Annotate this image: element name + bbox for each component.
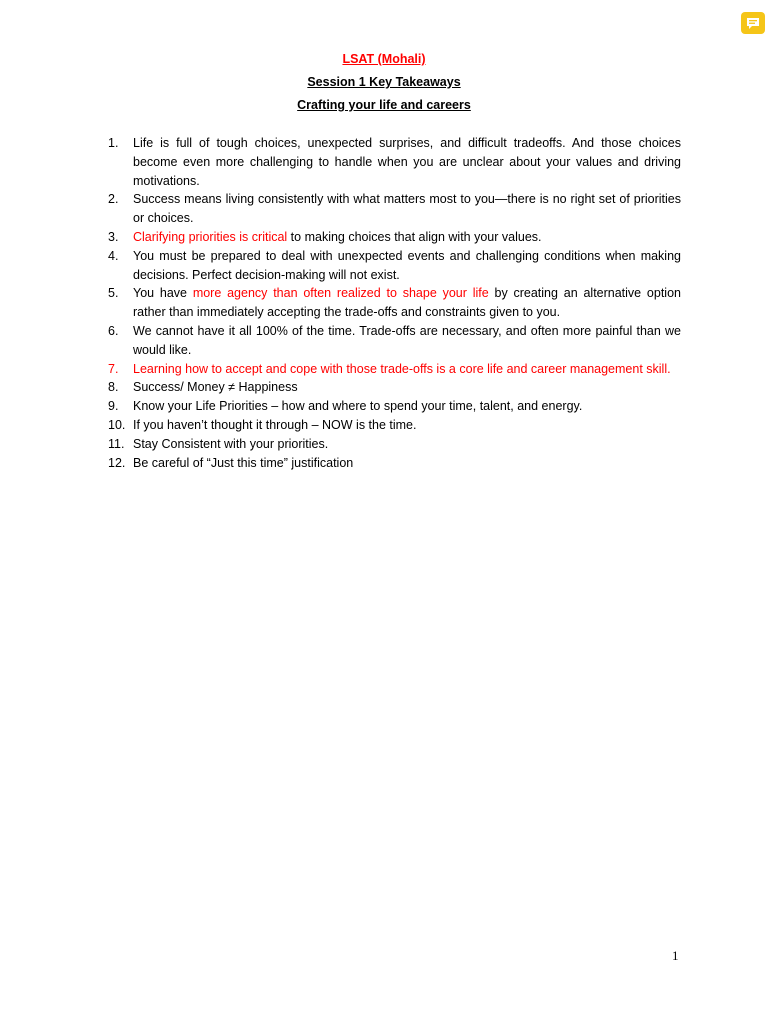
- list-item: [108, 435, 681, 454]
- list-item-number: 8.: [108, 380, 119, 395]
- list-item: [108, 360, 681, 379]
- list-item: [108, 454, 681, 473]
- list-item: [108, 190, 681, 228]
- list-item-number: 5.: [108, 286, 119, 301]
- list-item: [108, 228, 681, 247]
- list-item-number: 6.: [108, 323, 119, 338]
- list-item: [108, 247, 681, 285]
- list-item-number: 3.: [108, 229, 119, 244]
- list-item-number: 9.: [108, 399, 119, 414]
- list-item-number: 4.: [108, 248, 119, 263]
- list-item-text: You must be prepared to deal with unexpected events and challenging conditions when making decisions. Perfect decision-making will not exist.: [133, 248, 681, 282]
- list-item-text: Success/ Money ≠ Happiness: [133, 380, 298, 395]
- list-item-text: Know your Life Priorities – how and where to spend your time, talent, and energy.: [133, 399, 583, 414]
- highlighted-text: Clarifying priorities is critical: [133, 229, 288, 244]
- list-item-text: Be careful of “Just this time” justification: [133, 455, 354, 470]
- list-item-number: 1.: [108, 136, 119, 150]
- list-item-text: by creating an alternative option rather than immediately accepting the trade-offs and constraints given to you.: [133, 286, 681, 320]
- list-item-text: Life is full of tough choices, unexpected surprises, and difficult tradeoffs. And those choices become even more challenging to handle when you are unclear about your values and driving motivations.: [133, 136, 681, 188]
- list-item: [108, 284, 681, 322]
- list-item-number: 11.: [108, 436, 125, 451]
- document-title-session: Session 1 Key Takeaways: [307, 75, 461, 89]
- list-item-text: You have: [133, 286, 193, 301]
- list-item-text: If you haven’t thought it through – NOW is the time.: [133, 417, 417, 432]
- list-item: [108, 378, 681, 397]
- document-title-topic: Crafting your life and careers: [297, 98, 471, 112]
- list-item-text: Success means living consistently with what matters most to you—there is no right set of priorities or choices.: [133, 192, 681, 226]
- highlighted-text: Learning how to accept and cope with those trade-offs is a core life and career management skill.: [133, 361, 671, 376]
- list-item-number: 10.: [108, 417, 126, 432]
- highlighted-text: more agency than often realized to shape your life: [192, 286, 489, 301]
- document-title-organization: LSAT (Mohali): [342, 52, 426, 66]
- page-number: 1: [672, 948, 679, 963]
- list-item: [108, 134, 681, 190]
- list-item: [108, 322, 681, 360]
- list-item: [108, 416, 681, 435]
- list-item-text: Stay Consistent with your priorities.: [133, 436, 329, 451]
- list-item-number: 2.: [108, 192, 119, 207]
- list-item-number: 12.: [108, 455, 126, 470]
- list-item-text: to making choices that align with your values.: [287, 229, 542, 244]
- list-item-text: We cannot have it all 100% of the time. Trade-offs are necessary, and often more painful than we would like.: [133, 323, 681, 357]
- list-item-number: 7.: [108, 361, 119, 376]
- takeaways-list: [108, 134, 681, 472]
- list-item: [108, 397, 681, 416]
